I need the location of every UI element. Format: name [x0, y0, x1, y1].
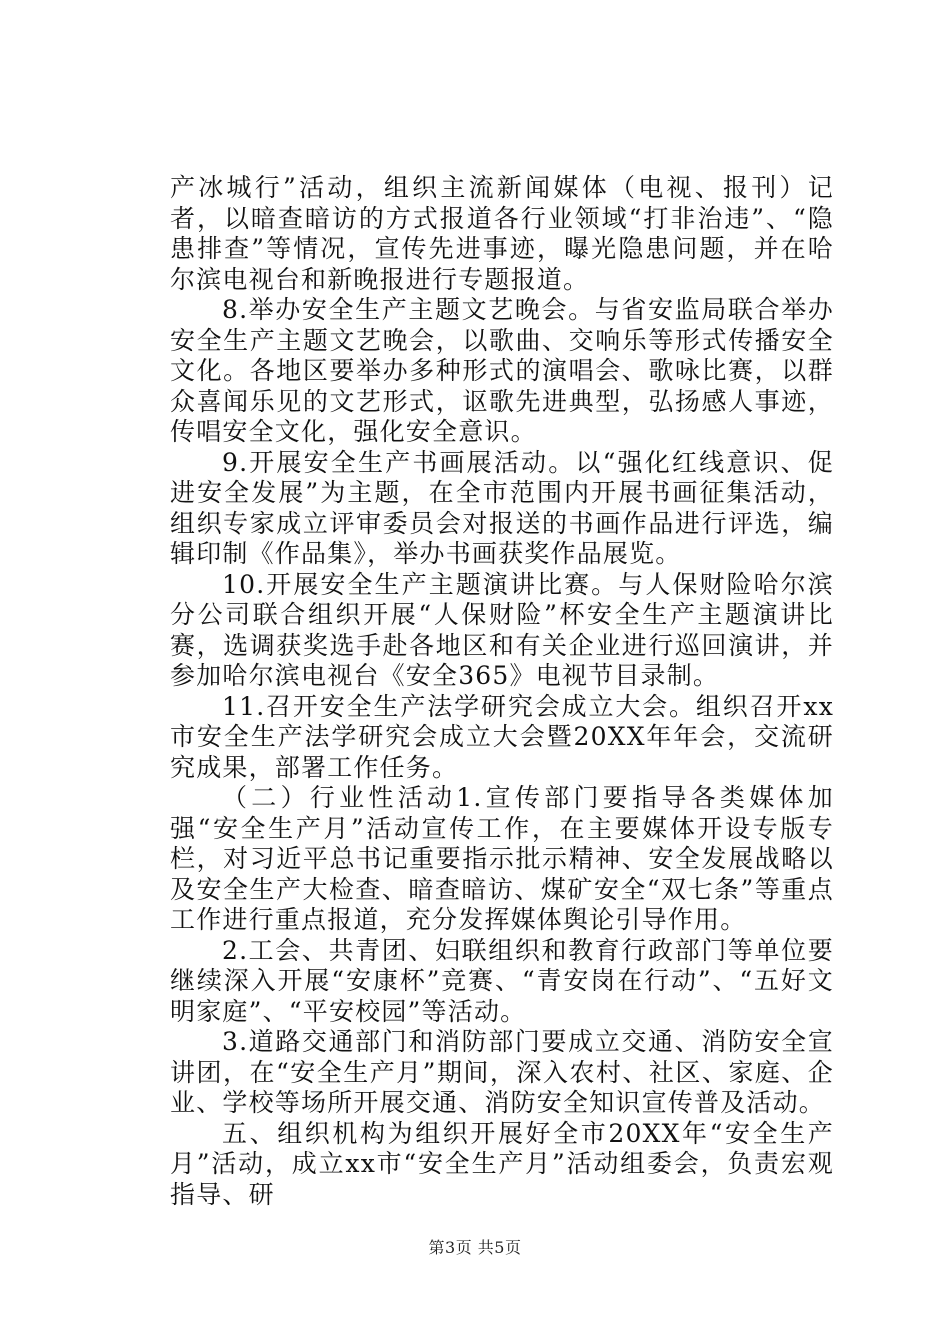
paragraph-industry-activities: （二）行业性活动1.宣传部门要指导各类媒体加强“安全生产月”活动宣传工作，在主要媒体开设专版专栏，对习近平总书记重要指示批示精神、安全发展战略以及安全生产大检查、暗查暗访、煤矿安全“双七条”等重点工作进行重点报道，充分发挥媒体舆论引导作用。	[170, 783, 834, 934]
paragraph-item-10: 10.开展安全生产主题演讲比赛。与人保财险哈尔滨分公司联合组织开展“人保财险”杯安全生产主题演讲比赛，选调获奖选手赴各地区和有关企业进行巡回演讲，并参加哈尔滨电视台《安全365》电视节目录制。	[170, 569, 834, 690]
paragraph-item-8: 8.举办安全生产主题文艺晚会。与省安监局联合举办安全生产主题文艺晚会，以歌曲、交响乐等形式传播安全文化。各地区要举办多种形式的演唱会、歌咏比赛，以群众喜闻乐见的文艺形式，讴歌先进典型，弘扬感人事迹，传唱安全文化，强化安全意识。	[170, 295, 834, 446]
paragraph-industry-item-3: 3.道路交通部门和消防部门要成立交通、消防安全宣讲团，在“安全生产月”期间，深入农村、社区、家庭、企业、学校等场所开展交通、消防安全知识宣传普及活动。	[170, 1027, 834, 1117]
paragraph-industry-item-2: 2.工会、共青团、妇联组织和教育行政部门等单位要继续深入开展“安康杯”竞赛、“青安岗在行动”、“五好文明家庭”、“平安校园”等活动。	[170, 935, 834, 1026]
paragraph-continuation: 产冰城行”活动，组织主流新闻媒体（电视、报刊）记者，以暗查暗访的方式报道各行业领域“打非治违”、“隐患排查”等情况，宣传先进事迹，曝光隐患问题，并在哈尔滨电视台和新晚报进行专题报道。	[170, 173, 834, 294]
paragraph-item-11: 11.召开安全生产法学研究会成立大会。组织召开xx市安全生产法学研究会成立大会暨20XX年年会，交流研究成果，部署工作任务。	[170, 691, 834, 782]
paragraph-section-five: 五、组织机构为组织开展好全市20XX年“安全生产月”活动，成立xx市“安全生产月”活动组委会，负责宏观指导、研	[170, 1118, 834, 1209]
document-body	[170, 173, 834, 1210]
page-footer: 第3页 共5页	[428, 1238, 522, 1257]
paragraph-item-9: 9.开展安全生产书画展活动。以“强化红线意识、促进安全发展”为主题，在全市范围内开展书画征集活动，组织专家成立评审委员会对报送的书画作品进行评选，编辑印制《作品集》，举办书画获奖作品展览。	[170, 447, 834, 568]
